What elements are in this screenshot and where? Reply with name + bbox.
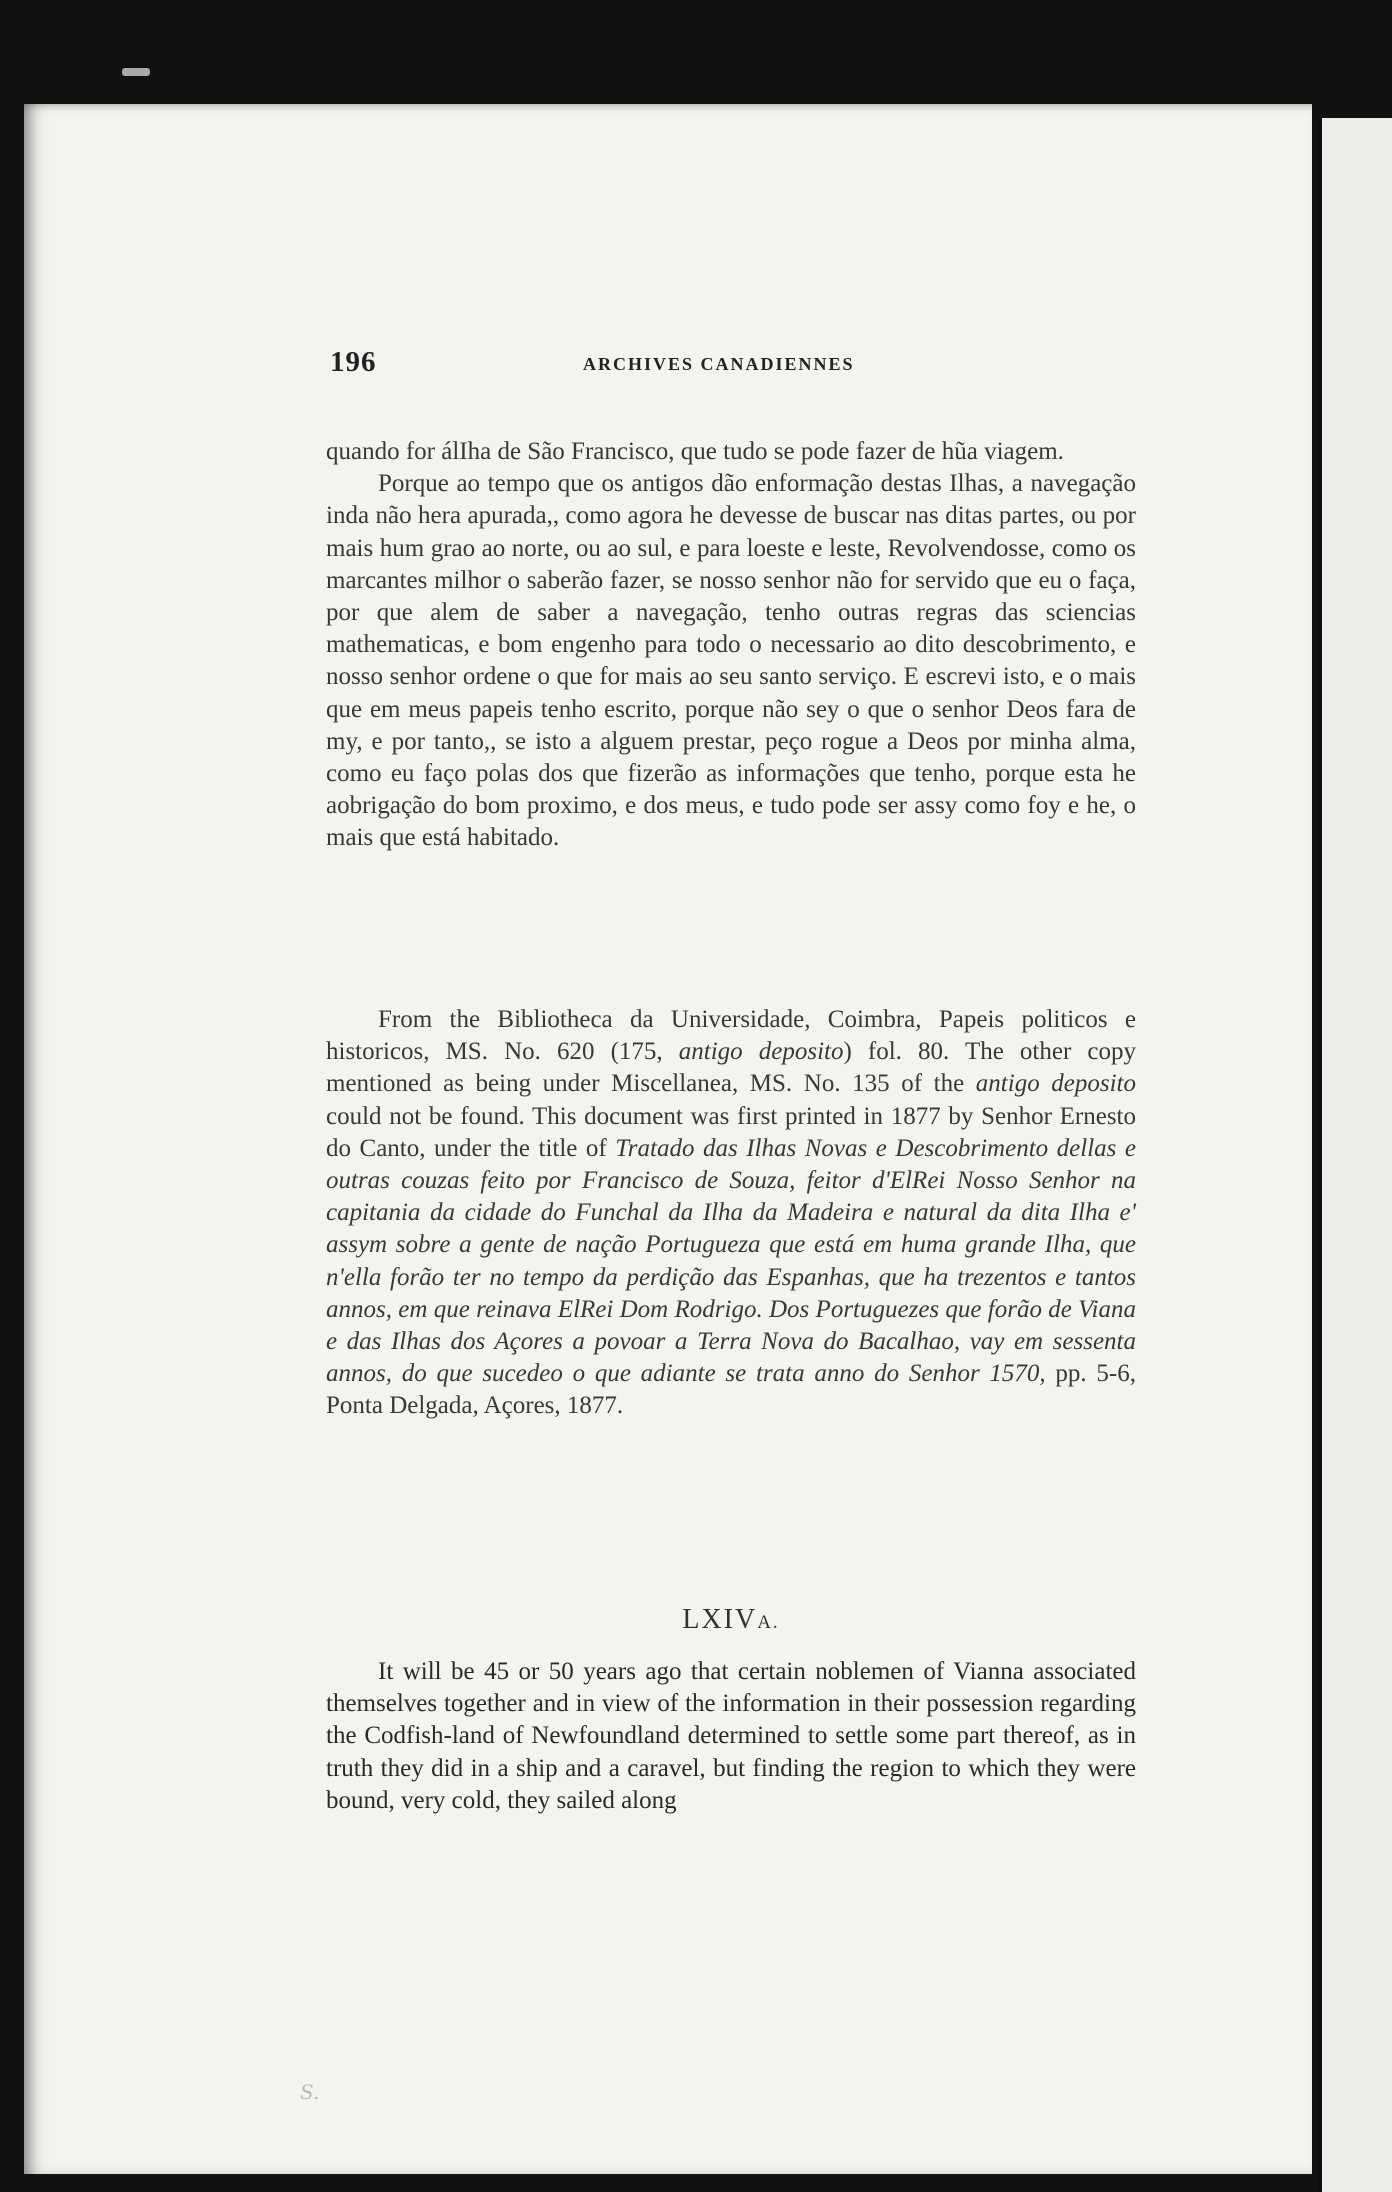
treatise-title: Tratado das Ilhas Novas e Descobrimento dellas e outras couzas feito por Francisco de Souza, feitor d'ElRei Nosso Senhor na capitania da cidade do Funchal da Ilha da Madeira e natural da dita Ilha e' assym sobre a gente de nação Portugueza que está em huma grande Ilha, que n'ella forão ter no tempo da perdição das Espanhas, que ha trezentos e tantos annos, em que reinava ElRei Dom Rodrigo. Dos Portuguezes que forão de Viana e das Ilhas dos Açores a povoar a Terra Nova do Bacalhao, vay em sessenta annos, do que sucedeo o que adiante se trata anno do Senhor 1570, [326,1134,1136,1388]
paragraph-continuation: quando for álIha de São Francisco, que tudo se pode fazer de hũa viagem. [326,438,1064,465]
paragraph-source-note [326,1004,1136,1423]
paragraph-vianna: It will be 45 or 50 years ago that certain noblemen of Vianna associated themselves together and in view of the information in their possession regarding the Codfish-land of Newfoundland determined to settle some part thereof, as in truth they did in a ship and a caravel, but finding the region to which they were bound, very cold, they sailed along [326,1658,1136,1814]
source-note-text-4: pp. 5-6, Ponta Delgada, Açores, 1877. [326,1360,1136,1420]
section-heading [326,1604,1136,1636]
page-number: 196 [330,346,377,378]
portuguese-text-block [326,436,1136,855]
source-note-italic-2: antigo deposito [975,1070,1136,1098]
english-text-block [326,1656,1136,1817]
running-head: ARCHIVES CANADIENNES [583,354,855,374]
facing-page-edge [1318,118,1392,2192]
section-heading-suffix: A. [757,1612,780,1633]
section-heading-main: LXIV [682,1604,758,1635]
margin-mark: S. [300,2080,320,2104]
paragraph-porque: Porque ao tempo que os antigos dão enformação destas Ilhas, a navegação inda não hera apurada,, como agora he devesse de buscar nas ditas partes, ou por mais hum grao ao norte, ou ao sul, e para loeste e leste, Revolvendosse, como os marcantes milhor o saberão fazer, se nosso senhor não for servido que eu o faça, por que alem de saber a navegação, tenho outras regras das sciencias mathematicas, e bom engenho para todo o necessario ao dito descobrimento, e nosso senhor ordene o que for mais ao seu santo serviço. E escrevi isto, e o mais que em meus papeis tenho escrito, porque não sey o que o senhor Deos fara de my, e por tanto,, se isto a alguem prestar, peço rogue a Deos por minha alma, como eu faço polas dos que fizerão as informações que tenho, porque esta he aobrigação do bom proximo, e dos meus, e tudo pode ser assy como foy e he, o mais que está habitado. [326,470,1136,852]
page-header [330,346,1130,386]
source-note-block [326,1004,1136,1423]
source-note-italic-1: antigo deposito [678,1038,844,1066]
source-note-text-2: ) fol. 80. The other copy mentioned as being under Miscellanea, MS. No. 135 of the [326,1038,1136,1098]
scan-corner-mark [122,68,150,76]
source-note-text-1: From the Bibliotheca da Universidade, Coimbra, Papeis politicos e historicos, MS. No. 620 (175, [326,1006,1136,1066]
source-note-text-3: could not be found. This document was first printed in 1877 by Senhor Ernesto do Canto, under the title of [326,1102,1136,1162]
